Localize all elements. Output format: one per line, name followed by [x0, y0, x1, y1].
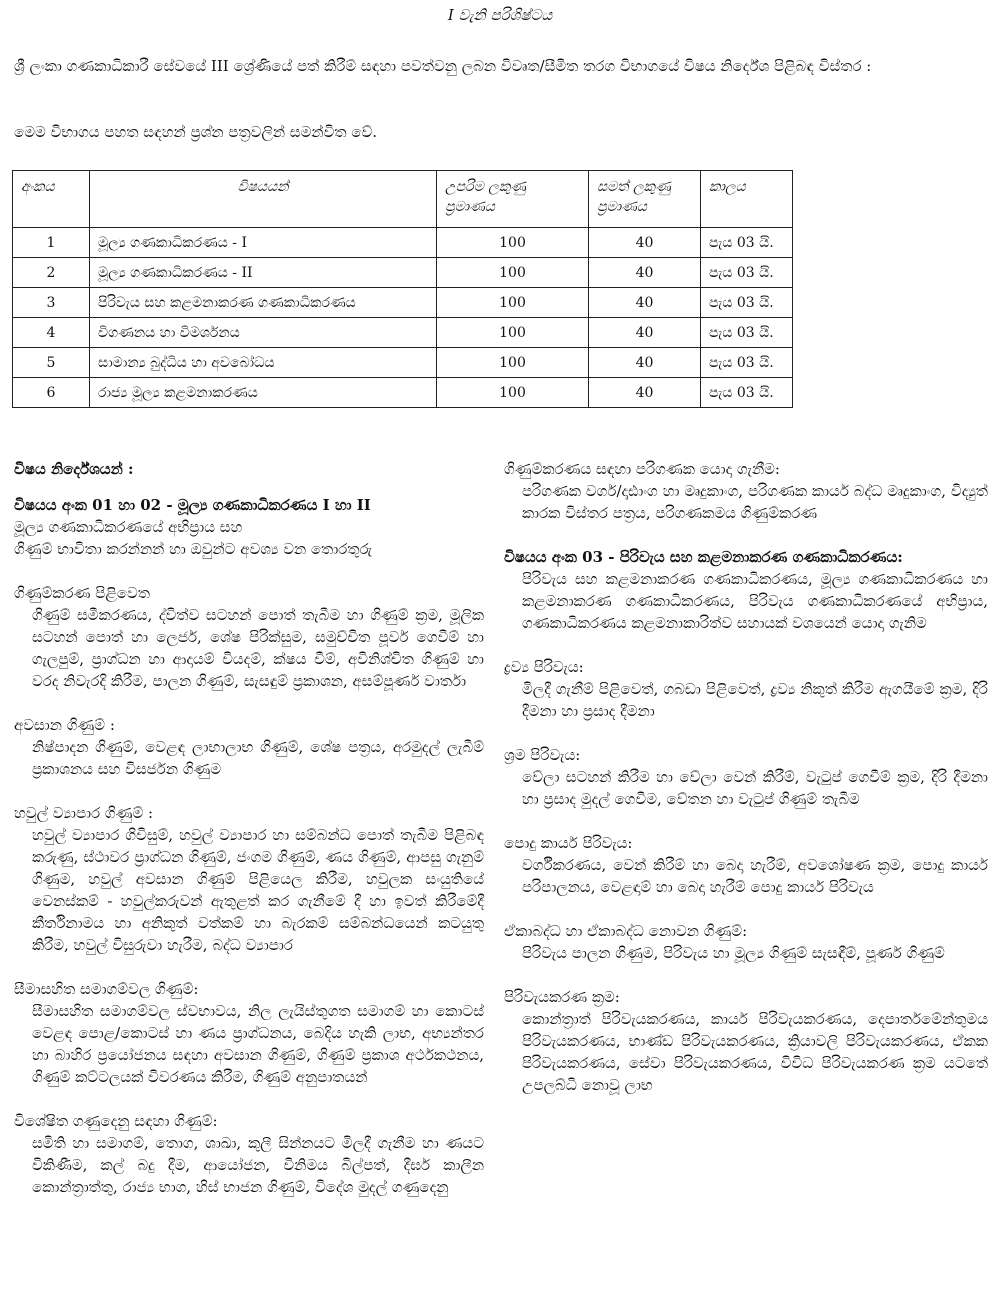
intro-description: ශ්‍රී ලංකා ගණකාධිකාරී සේවයේ III ශ්‍රේණියේ පත් කිරීම් සඳහා පවත්වනු ලබන විවෘත/සීමිත තරග විභාගයේ විෂය නිර්දේශ පිළිබඳ විස්තර : [14, 57, 872, 75]
subject-01-02-line: මූල්‍ය ගණකාධිකරණයේ අභිප්‍රාය සහ [14, 518, 243, 536]
cell-subject: පිරිවැය සහ කළමනාකරණ ගණකාධිකරණය [90, 288, 437, 318]
cell-duration: පැය 03 යි. [701, 258, 793, 288]
cell-number: 6 [13, 378, 90, 408]
cell-subject: මූල්‍ය ගණකාධිකරණය - II [90, 258, 437, 288]
cell-duration: පැය 03 යි. [701, 288, 793, 318]
syllabus-section [14, 802, 484, 956]
cell-max-marks: 100 [437, 318, 589, 348]
cell-subject: මූල්‍ය ගණකාධිකරණය - I [90, 228, 437, 258]
syllabus-section [14, 714, 484, 780]
syllabus-section [14, 978, 484, 1088]
cell-pass-marks: 40 [589, 258, 701, 288]
cell-subject: විගණනය හා විමර්ශනය [90, 318, 437, 348]
syllabus-section [504, 458, 988, 524]
cell-pass-marks: 40 [589, 228, 701, 258]
section-body: පරිගණක වර්ග/දෘඪාංග හා මෘදුකාංග, පරිගණක කාර්ය බද්ධ මෘදුකාංග, විද්‍යුත් කාරක විස්තර පත්‍රය, පරිගණකමය ගිණුම්කරණ [522, 482, 988, 522]
cell-duration: පැය 03 යි. [701, 378, 793, 408]
table-row [13, 348, 793, 378]
header-pass-marks: සමත් ලකුණු ප්‍රමාණය [589, 171, 701, 228]
cell-max-marks: 100 [437, 348, 589, 378]
cell-max-marks: 100 [437, 228, 589, 258]
section-body: මිලදී ගැනීම් පිළිවෙත්, ගබඩා පිළිවෙත්, ද්‍රව්‍ය නිකුත් කිරීම ඇගයීමේ ක්‍රම, දිරි දීමනා හා ප්‍රසාද දීමනා [522, 680, 988, 720]
cell-max-marks: 100 [437, 288, 589, 318]
cell-max-marks: 100 [437, 258, 589, 288]
section-body: වර්ගීකරණය, වෙන් කිරීම් හා බෙදා හැරීම්, අවශෝෂණ ක්‍රම, පොදු කාර්ය පරිපාලනය, වෙළඳාම් හා බෙදා හැරීම් පොදු කාර්ය පිරිවැය [522, 856, 988, 896]
header-max-marks: උපරිම ලකුණු ප්‍රමාණය [437, 171, 589, 228]
syllabus-section [504, 546, 988, 634]
section-title: හවුල් ව්‍යාපාර ගිණුම් : [14, 804, 154, 822]
header-subject: විෂයයන් [90, 171, 437, 228]
subject-01-02-title: විෂයය අංක 01 හා 02 - මූල්‍ය ගණකාධිකරණය I හා II [14, 496, 371, 514]
syllabus-section [14, 1110, 484, 1198]
section-body: වේලා සටහන් කිරීම හා වේලා වෙන් කිරීම්, වැටුප් ගෙවීම් ක්‍රම, දිරි දීමනා හා ප්‍රසාද මුදල් ගෙවීම, වේතන හා වැටුප් ගිණුම් තැබීම [522, 768, 988, 808]
appendix-heading: I වැනි පරිශිෂ්ටය [447, 6, 553, 24]
table-row [13, 318, 793, 348]
syllabus-section [504, 920, 988, 964]
syllabus-section [504, 832, 988, 898]
cell-duration: පැය 03 යි. [701, 318, 793, 348]
section-body: පිරිවැය පාලන ගිණුම, පිරිවැය හා මූල්‍ය ගිණුම් සැසඳීම්, පූර්ණ ගිණුම් [522, 944, 945, 962]
header-duration: කාලය [701, 171, 793, 228]
table-row [13, 258, 793, 288]
section-body: ගිණුම් සමීකරණය, ද්විත්ව සටහන් පොත් තැබීම හා ගිණුම් ක්‍රම, මූලික සටහන් පොත් හා ලෙජර්, ශේෂ පිරික්සුම, සමුච්චිත පූර්ව ගෙවීම් හා ගැලපුම්, ප්‍රාග්ධන හා ආදායම් වියදම්, ක්ෂය වීම්, අවිනිශ්චිත ගිණුම් හා වරද නිවැරදි කිරීම, පාලන ගිණුම්, සැසඳුම් ප්‍රකාශන, අසම්පූර්ණ වාර්තා [32, 606, 484, 690]
section-body: පිරිවැය සහ කළමනාකරණ ගණකාධිකරණය, මූල්‍ය ගණකාධිකරණය හා කළමනාකරණ ගණකාධිකරණය, පිරිවැය ගණකාධිකරණයේ අභිප්‍රාය, ගණකාධිකරණය කළමනාකාරිත්ව සහායක් වශයෙන් යොදා ගැනිම [522, 570, 988, 632]
header-number: අංකය [13, 171, 90, 228]
syllabus-title: විෂය නිර්දේශයන් : [14, 460, 134, 478]
cell-pass-marks: 40 [589, 288, 701, 318]
cell-duration: පැය 03 යි. [701, 228, 793, 258]
syllabus-section [504, 744, 988, 810]
exam-papers-table [12, 170, 793, 408]
syllabus-section [504, 656, 988, 722]
subject-01-02-line: ගිණුම් භාවිතා කරන්නන් හා ඔවුන්ට අවශ්‍ය වන තොරතුරු [14, 540, 373, 558]
table-row [13, 378, 793, 408]
section-title: විශේෂිත ගණුදෙනු සඳහා ගිණුම්: [14, 1112, 218, 1130]
intro-composition: මෙම විභාගය පහත සඳහන් ප්‍රශ්න පත්‍රවලින් සමන්විත වේ. [14, 123, 378, 141]
section-title: අවසාන ගිණුම් : [14, 716, 115, 734]
cell-number: 4 [13, 318, 90, 348]
cell-subject: සාමාන්‍ය බුද්ධිය හා අවබෝධය [90, 348, 437, 378]
section-body: සමිති හා සමාගම්, තොග, ශාඛා, කුලී සින්නයට මිලදී ගැනීම හා ණයට විකිණීම, කල් බදු දීම, ආයෝජන, විනිමය බිල්පත්, දීර්ඝ කාලීන කොන්ත්‍රාත්තු, රාජ්‍ය භාග, හිස් භාජන ගිණුම්, විදේශ මුදල් ගණුදෙනු [32, 1134, 484, 1196]
left-column [14, 458, 484, 1220]
syllabus-section [504, 986, 988, 1096]
section-title: ශ්‍රම පිරිවැය: [504, 746, 581, 764]
cell-number: 1 [13, 228, 90, 258]
section-title: පිරිවැයකරණ ක්‍රම: [504, 988, 620, 1006]
section-title: සීමාසහිත සමාගම්වල ගිණුම්: [14, 980, 199, 998]
cell-max-marks: 100 [437, 378, 589, 408]
syllabus-section [14, 582, 484, 692]
section-body: කොන්ත්‍රාත් පිරිවැයකරණය, කාර්ය පිරිවැයකරණය, දෙපාර්තමේන්තුමය පිරිවැයකරණය, භාණ්ඩ පිරිවැයකරණය, ක්‍රියාවලි පිරිවැයකරණය, ඒකක පිරිවැයකරණය, සේවා පිරිවැයකරණය, විවිධ පිරිවැයකරණ ක්‍රම යටතේ උපලබ්ධි නොවූ ලාභ [522, 1010, 988, 1094]
section-body: සීමාසහිත සමාගම්වල ස්වභාවය, නිල ලැයිස්තුගත සමාගම් හා කොටස් වෙළඳ පොළ/කොටස් හා ණය ප්‍රාග්ධනය, බෙදිය හැකි ලාභ, අභ්‍යන්තර හා බාහිර ප්‍රයෝජනය සඳහා අවසාන ගිණුම්, ගිණුම් ප්‍රකාශ අර්ථකථනය, ගිණුම් කට්ටලයක් විවරණය කිරීම, ගිණුම් අනුපාතයන් [32, 1002, 484, 1086]
syllabus-intro-block [14, 458, 484, 560]
section-title: ගිණුම්කරණ පිළිවෙත [14, 584, 150, 602]
section-title: පොදු කාර්ය පිරිවැය: [504, 834, 633, 852]
cell-number: 3 [13, 288, 90, 318]
cell-pass-marks: 40 [589, 348, 701, 378]
table-header-row [13, 171, 793, 228]
section-title: ද්‍රව්‍ය පිරිවැය: [504, 658, 584, 676]
table-row [13, 288, 793, 318]
cell-number: 2 [13, 258, 90, 288]
section-body: හවුල් ව්‍යාපාර ගිවිසුම්, හවුල් ව්‍යාපාර හා සම්බන්ධ පොත් තැබීම පිළිබඳ කරුණු, ස්ථාවර ප්‍රාග්ධන ගිණුම්, ජංගම ගිණුම්, ණය ගිණුම්, ආපසු ගැනුම් ගිණුම, හවුල් අවසාන ගිණුම් පිළියෙල කිරීම, හවුලක සංයුතියේ වෙනස්කම් - හවුල්කරුවන් ඇතුළත් කර ගැනීමේ දී හා ඉවත් කිරීමේදී කීර්තිනාමය හා අනිකුත් වත්කම් හා බැරකම් සම්බන්ධයෙන් කටයුතු කිරීම, හවුල් විසුරුවා හැරීම, බද්ධ ව්‍යාපාර [32, 826, 484, 954]
cell-pass-marks: 40 [589, 378, 701, 408]
table-row [13, 228, 793, 258]
cell-pass-marks: 40 [589, 318, 701, 348]
section-title: ඒකාබද්ධ හා ඒකාබද්ධ නොවන ගිණුම්: [504, 922, 748, 940]
cell-subject: රාජ්‍ය මූල්‍ය කළමනාකරණය [90, 378, 437, 408]
cell-number: 5 [13, 348, 90, 378]
right-column [504, 458, 988, 1118]
section-title: ගිණුම්කරණය සඳහා පරිගණක යොදා ගැනීම: [504, 460, 780, 478]
cell-duration: පැය 03 යි. [701, 348, 793, 378]
subject-03-title: විෂයය අංක 03 - පිරිවැය සහ කළමනාකරණ ගණකාධිකරණය: [504, 548, 903, 566]
section-body: නිෂ්පාදන ගිණුම්, වෙළඳ ලාභාලාභ ගිණුම්, ශේෂ පත්‍රය, අරමුදල් ලැබීම් ප්‍රකාශනය සහ විසර්ජන ගිණුම [32, 738, 484, 778]
